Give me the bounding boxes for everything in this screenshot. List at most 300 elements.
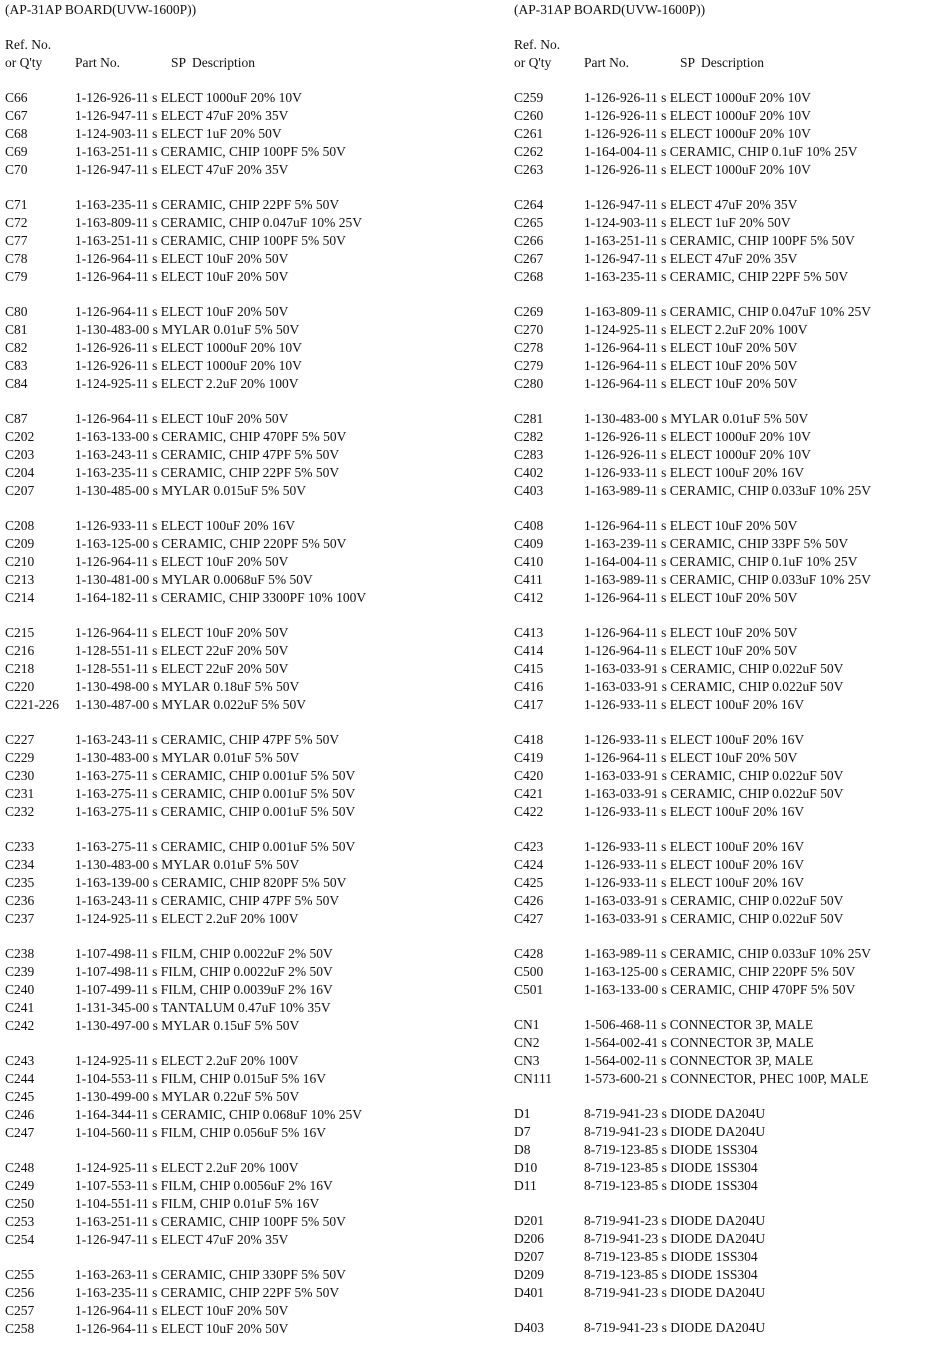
description: CERAMIC, CHIP 470PF 5% 50V (670, 982, 856, 997)
part-number: 8-719-123-85 (584, 1142, 659, 1157)
part-no-and-description (584, 125, 811, 143)
part-number: 1-164-004-11 (584, 144, 658, 159)
part-number: 1-164-344-11 (75, 1107, 149, 1122)
part-no-and-description (584, 1248, 758, 1266)
ref-no: C215 (5, 625, 35, 640)
ref-no: C70 (5, 162, 28, 177)
part-no-and-description (75, 464, 339, 482)
sp-mark: s (661, 1124, 667, 1139)
description: ELECT 1000uF 20% 10V (669, 90, 811, 105)
description: ELECT 47uF 20% 35V (669, 197, 798, 212)
description: CERAMIC, CHIP 100PF 5% 50V (160, 144, 346, 159)
description: MYLAR 0.15uF 5% 50V (161, 1018, 300, 1033)
sp-mark: s (661, 768, 667, 783)
part-no-and-description (584, 785, 843, 803)
sp-mark: s (152, 304, 158, 319)
part-no-and-description (584, 838, 804, 856)
sp-mark: s (661, 1017, 667, 1032)
ref-no: C235 (5, 875, 35, 890)
part-no-and-description (584, 428, 811, 446)
sp-mark: s (661, 108, 667, 123)
ref-no: C408 (514, 518, 544, 533)
sp-mark: s (152, 1160, 158, 1175)
part-no-and-description (584, 446, 811, 464)
part-no-and-description (584, 1105, 765, 1123)
description: ELECT 1000uF 20% 10V (669, 108, 811, 123)
part-no-and-description (75, 303, 288, 321)
part-number: 1-130-485-00 (75, 483, 150, 498)
part-number: 1-163-251-11 (75, 1214, 149, 1229)
sp-mark: s (152, 625, 158, 640)
part-no-and-description (584, 535, 848, 553)
ref-no: D7 (514, 1124, 531, 1139)
sp-mark: s (661, 946, 667, 961)
ref-no: C71 (5, 197, 28, 212)
part-no-and-description (584, 1284, 765, 1302)
ref-no: C417 (514, 697, 544, 712)
part-no-and-description (584, 1177, 758, 1195)
ref-no: C421 (514, 786, 544, 801)
description: ELECT 10uF 20% 50V (160, 411, 289, 426)
description: CERAMIC, CHIP 220PF 5% 50V (161, 536, 347, 551)
description: DIODE 1SS304 (670, 1267, 758, 1282)
ref-no: C204 (5, 465, 35, 480)
ref-no-header: Ref. No. (514, 37, 561, 52)
sp-mark: s (661, 1285, 667, 1300)
part-number: 1-163-989-11 (584, 946, 658, 961)
description-header: Description (701, 55, 764, 70)
part-no-and-description (75, 446, 339, 464)
sp-mark: s (661, 1160, 667, 1175)
ref-no: D403 (514, 1320, 544, 1335)
ref-no: C416 (514, 679, 544, 694)
ref-no: C208 (5, 518, 35, 533)
part-no-and-description (75, 410, 288, 428)
description: CERAMIC, CHIP 100PF 5% 50V (160, 233, 346, 248)
ref-no: C237 (5, 911, 35, 926)
part-no-and-description (584, 321, 808, 339)
part-no-and-description (75, 482, 306, 500)
ref-no: C255 (5, 1267, 35, 1282)
ref-no: C427 (514, 911, 544, 926)
part-number: 1-130-483-00 (75, 857, 150, 872)
description: DIODE DA204U (670, 1213, 766, 1228)
part-number: 1-163-275-11 (75, 804, 149, 819)
sp-mark: s (152, 1000, 158, 1015)
sp-mark: s (152, 1178, 158, 1193)
description: CERAMIC, CHIP 22PF 5% 50V (160, 197, 340, 212)
description: ELECT 10uF 20% 50V (160, 1321, 289, 1336)
part-no-and-description (584, 1159, 758, 1177)
ref-no-header: Ref. No. (5, 37, 52, 52)
part-number: 8-719-123-85 (584, 1178, 659, 1193)
part-number: 1-163-239-11 (584, 536, 658, 551)
description: CERAMIC, CHIP 220PF 5% 50V (670, 964, 856, 979)
part-number: 1-163-235-11 (584, 269, 658, 284)
sp-mark: s (152, 1214, 158, 1229)
sp-mark: s (661, 340, 667, 355)
sp-mark: s (152, 1089, 158, 1104)
part-number: 1-163-251-11 (584, 233, 658, 248)
sp-mark: s (152, 215, 158, 230)
part-number: 1-126-964-11 (75, 411, 149, 426)
part-no-and-description (584, 1230, 765, 1248)
part-no-and-description (584, 303, 871, 321)
description: ELECT 1000uF 20% 10V (669, 447, 811, 462)
part-number: 8-719-941-23 (584, 1213, 659, 1228)
sp-mark: s (661, 376, 667, 391)
description: ELECT 47uF 20% 35V (160, 162, 289, 177)
sp-mark: s (152, 197, 158, 212)
description: TANTALUM 0.47uF 10% 35V (161, 1000, 331, 1015)
ref-no: C240 (5, 982, 35, 997)
part-no-and-description (75, 1266, 346, 1284)
description: ELECT 10uF 20% 50V (160, 1303, 289, 1318)
description: CERAMIC, CHIP 3300PF 10% 100V (160, 590, 367, 605)
ref-no: C238 (5, 946, 35, 961)
part-number: 1-131-345-00 (75, 1000, 150, 1015)
part-no-and-description (584, 357, 797, 375)
part-number: 1-126-926-11 (75, 358, 149, 373)
sp-mark: s (152, 1267, 158, 1282)
sp-mark: s (152, 1321, 158, 1336)
part-no-and-description (75, 339, 302, 357)
sp-mark: s (661, 144, 667, 159)
ref-no: C412 (514, 590, 544, 605)
ref-no: C265 (514, 215, 544, 230)
part-no-and-description (584, 696, 804, 714)
description: ELECT 2.2uF 20% 100V (669, 322, 808, 337)
description: FILM, CHIP 0.01uF 5% 16V (160, 1196, 320, 1211)
description: CONNECTOR 3P, MALE (669, 1017, 814, 1032)
description: ELECT 100uF 20% 16V (669, 465, 805, 480)
part-number: 1-163-133-00 (75, 429, 150, 444)
sp-mark: s (661, 964, 667, 979)
description: CERAMIC, CHIP 0.001uF 5% 50V (160, 786, 356, 801)
sp-mark: s (152, 358, 158, 373)
sp-mark: s (152, 340, 158, 355)
part-number: 1-104-560-11 (75, 1125, 149, 1140)
part-number: 1-564-002-11 (584, 1053, 658, 1068)
description: ELECT 1000uF 20% 10V (669, 126, 811, 141)
description: ELECT 1000uF 20% 10V (160, 358, 302, 373)
part-number: 1-126-947-11 (75, 162, 149, 177)
sp-mark: s (661, 126, 667, 141)
part-number: 1-126-926-11 (584, 126, 658, 141)
part-no-header: Part No. (75, 55, 120, 70)
ref-no: C280 (514, 376, 544, 391)
part-no-and-description (584, 642, 797, 660)
sp-mark: s (152, 732, 158, 747)
part-no-and-description (584, 589, 797, 607)
part-number: 1-126-964-11 (584, 625, 658, 640)
description: ELECT 10uF 20% 50V (669, 625, 798, 640)
description: ELECT 100uF 20% 16V (160, 518, 296, 533)
ref-no: D401 (514, 1285, 544, 1300)
part-no-and-description (584, 143, 858, 161)
board-title: (AP-31AP BOARD(UVW-1600P)) (5, 2, 197, 17)
ref-no: CN1 (514, 1017, 540, 1032)
description: CERAMIC, CHIP 0.022uF 50V (670, 768, 844, 783)
description: MYLAR 0.18uF 5% 50V (161, 679, 300, 694)
description: MYLAR 0.015uF 5% 50V (161, 483, 307, 498)
sp-mark: s (152, 1107, 158, 1122)
ref-no: C262 (514, 144, 544, 159)
part-no-and-description (75, 785, 355, 803)
part-number: 1-573-600-21 (584, 1071, 659, 1086)
part-no-and-description (584, 1266, 758, 1284)
description: CERAMIC, CHIP 22PF 5% 50V (160, 465, 340, 480)
part-number: 1-163-235-11 (75, 1285, 149, 1300)
sp-mark: s (661, 893, 667, 908)
description: CERAMIC, CHIP 100PF 5% 50V (160, 1214, 346, 1229)
part-no-and-description (584, 678, 843, 696)
part-number: 1-126-933-11 (584, 839, 658, 854)
ref-no: C403 (514, 483, 544, 498)
part-no-and-description (75, 1302, 288, 1320)
part-no-and-description (75, 250, 288, 268)
part-no-and-description (75, 571, 313, 589)
part-number: 1-126-933-11 (584, 804, 658, 819)
part-number: 1-126-964-11 (584, 340, 658, 355)
description: CERAMIC, CHIP 22PF 5% 50V (669, 269, 849, 284)
ref-no: C413 (514, 625, 544, 640)
part-no-and-description (75, 981, 333, 999)
ref-no: C258 (5, 1321, 35, 1336)
ref-no: D11 (514, 1178, 537, 1193)
description: ELECT 22uF 20% 50V (160, 643, 289, 658)
ref-no: C418 (514, 732, 544, 747)
part-no-and-description (75, 1070, 326, 1088)
part-no-and-description (75, 1159, 299, 1177)
sp-mark: s (152, 322, 158, 337)
sp-mark: s (661, 1178, 667, 1193)
part-no-and-description (75, 428, 346, 446)
part-number: 8-719-123-85 (584, 1160, 659, 1175)
ref-no: C248 (5, 1160, 35, 1175)
part-no-and-description (584, 464, 804, 482)
description: ELECT 1000uF 20% 10V (160, 90, 302, 105)
part-number: 1-126-933-11 (75, 518, 149, 533)
ref-no: D201 (514, 1213, 544, 1228)
part-number: 1-126-964-11 (584, 376, 658, 391)
description: ELECT 10uF 20% 50V (669, 340, 798, 355)
part-number: 1-126-926-11 (584, 108, 658, 123)
description: ELECT 100uF 20% 16V (669, 804, 805, 819)
sp-mark: s (661, 251, 667, 266)
part-no-and-description (75, 143, 346, 161)
ref-no: C207 (5, 483, 35, 498)
description: CERAMIC, CHIP 330PF 5% 50V (160, 1267, 346, 1282)
part-number: 1-164-182-11 (75, 590, 149, 605)
ref-no: C414 (514, 643, 544, 658)
ref-no: C268 (514, 269, 544, 284)
sp-mark: s (152, 144, 158, 159)
part-no-and-description (75, 357, 302, 375)
sp-mark: s (661, 215, 667, 230)
description: CERAMIC, CHIP 47PF 5% 50V (160, 893, 340, 908)
description: FILM, CHIP 0.0039uF 2% 16V (160, 982, 333, 997)
ref-no: C269 (514, 304, 544, 319)
sp-mark: s (661, 447, 667, 462)
part-number: 1-130-483-00 (75, 322, 150, 337)
part-no-and-description (75, 838, 355, 856)
ref-no: D206 (514, 1231, 544, 1246)
ref-no: C220 (5, 679, 35, 694)
sp-mark: s (152, 269, 158, 284)
description: DIODE DA204U (670, 1106, 766, 1121)
part-number: 1-163-243-11 (75, 447, 149, 462)
part-no-and-description (584, 749, 797, 767)
ref-no: C67 (5, 108, 28, 123)
ref-no: C267 (514, 251, 544, 266)
ref-no: C256 (5, 1285, 35, 1300)
description: FILM, CHIP 0.056uF 5% 16V (160, 1125, 327, 1140)
sp-header: SP (171, 55, 187, 70)
ref-no: D10 (514, 1160, 538, 1175)
ref-no: C229 (5, 750, 35, 765)
description: ELECT 100uF 20% 16V (669, 839, 805, 854)
ref-no: C234 (5, 857, 35, 872)
description: ELECT 47uF 20% 35V (160, 108, 289, 123)
sp-mark: s (152, 447, 158, 462)
sp-mark: s (661, 1213, 667, 1228)
part-number: 1-163-275-11 (75, 839, 149, 854)
description: MYLAR 0.01uF 5% 50V (670, 411, 809, 426)
sp-mark: s (661, 732, 667, 747)
ref-no: C241 (5, 1000, 35, 1015)
ref-no: C233 (5, 839, 35, 854)
part-number: 1-163-033-91 (584, 661, 659, 676)
sp-mark: s (661, 162, 667, 177)
part-no-and-description (584, 1212, 765, 1230)
ref-no: C87 (5, 411, 28, 426)
description: ELECT 100uF 20% 16V (669, 697, 805, 712)
part-number: 1-564-002-41 (584, 1035, 659, 1050)
ref-no: C270 (514, 322, 544, 337)
sp-mark: s (661, 233, 667, 248)
sp-mark: s (152, 875, 158, 890)
ref-no: C424 (514, 857, 544, 872)
sp-mark: s (152, 1196, 158, 1211)
sp-mark: s (661, 483, 667, 498)
part-number: 1-163-133-00 (584, 982, 659, 997)
board-title: (AP-31AP BOARD(UVW-1600P)) (514, 2, 706, 17)
part-number: 1-130-498-00 (75, 679, 150, 694)
part-no-and-description (75, 535, 346, 553)
sp-mark: s (152, 768, 158, 783)
part-number: 1-163-989-11 (584, 572, 658, 587)
part-no-and-description (75, 624, 288, 642)
description: ELECT 10uF 20% 50V (669, 376, 798, 391)
description: ELECT 10uF 20% 50V (669, 643, 798, 658)
ref-no: C260 (514, 108, 544, 123)
description: CERAMIC, CHIP 0.1uF 10% 25V (669, 554, 858, 569)
part-number: 8-719-941-23 (584, 1320, 659, 1335)
sp-mark: s (661, 269, 667, 284)
part-no-and-description (584, 624, 797, 642)
ref-no: C261 (514, 126, 544, 141)
part-number: 1-163-033-91 (584, 911, 659, 926)
ref-no: C82 (5, 340, 28, 355)
ref-no: C242 (5, 1018, 35, 1033)
sp-mark: s (152, 233, 158, 248)
part-number: 1-163-033-91 (584, 893, 659, 908)
ref-no: C278 (514, 340, 544, 355)
sp-header: SP (680, 55, 696, 70)
sp-mark: s (152, 518, 158, 533)
ref-no: C66 (5, 90, 28, 105)
ref-no: C216 (5, 643, 35, 658)
description: ELECT 2.2uF 20% 100V (160, 1053, 299, 1068)
part-number: 1-126-933-11 (584, 465, 658, 480)
sp-mark: s (152, 1018, 158, 1033)
part-number: 1-128-551-11 (75, 661, 149, 676)
part-number: 1-163-243-11 (75, 893, 149, 908)
part-number: 1-163-235-11 (75, 465, 149, 480)
ref-no: C254 (5, 1232, 35, 1247)
description: ELECT 10uF 20% 50V (669, 750, 798, 765)
description: MYLAR 0.01uF 5% 50V (161, 322, 300, 337)
sp-mark: s (661, 1249, 667, 1264)
sp-mark: s (152, 572, 158, 587)
sp-mark: s (152, 590, 158, 605)
description: ELECT 2.2uF 20% 100V (160, 1160, 299, 1175)
ref-no: CN2 (514, 1035, 540, 1050)
sp-mark: s (661, 429, 667, 444)
sp-mark: s (152, 946, 158, 961)
description: ELECT 22uF 20% 50V (160, 661, 289, 676)
ref-no: C202 (5, 429, 35, 444)
part-no-and-description (584, 161, 811, 179)
sp-mark: s (661, 518, 667, 533)
sp-mark: s (661, 1035, 667, 1050)
sp-mark: s (152, 1053, 158, 1068)
description: FILM, CHIP 0.0056uF 2% 16V (160, 1178, 333, 1193)
sp-mark: s (661, 322, 667, 337)
ref-no: C69 (5, 144, 28, 159)
description: CERAMIC, CHIP 100PF 5% 50V (669, 233, 855, 248)
sp-mark: s (152, 804, 158, 819)
description: CERAMIC, CHIP 0.001uF 5% 50V (160, 839, 356, 854)
part-no-and-description (584, 1052, 813, 1070)
ref-no: C209 (5, 536, 35, 551)
ref-no: C77 (5, 233, 28, 248)
ref-no: C239 (5, 964, 35, 979)
part-no-and-description (584, 910, 843, 928)
part-no-and-description (75, 553, 288, 571)
part-no-and-description (75, 660, 288, 678)
sp-mark: s (661, 875, 667, 890)
part-no-and-description (75, 642, 288, 660)
ref-no: C257 (5, 1303, 35, 1318)
ref-no: C259 (514, 90, 544, 105)
column-header-row (514, 55, 764, 71)
description: DIODE 1SS304 (670, 1160, 758, 1175)
description: ELECT 10uF 20% 50V (669, 590, 798, 605)
part-no-and-description (584, 571, 871, 589)
sp-mark: s (661, 1142, 667, 1157)
ref-no: C218 (5, 661, 35, 676)
part-no-and-description (75, 749, 299, 767)
sp-mark: s (661, 697, 667, 712)
part-number: 1-163-275-11 (75, 786, 149, 801)
part-number: 1-130-497-00 (75, 1018, 150, 1033)
part-number: 1-126-964-11 (75, 304, 149, 319)
part-no-and-description (584, 268, 848, 286)
sp-mark: s (661, 1320, 667, 1335)
ref-no: C247 (5, 1125, 35, 1140)
